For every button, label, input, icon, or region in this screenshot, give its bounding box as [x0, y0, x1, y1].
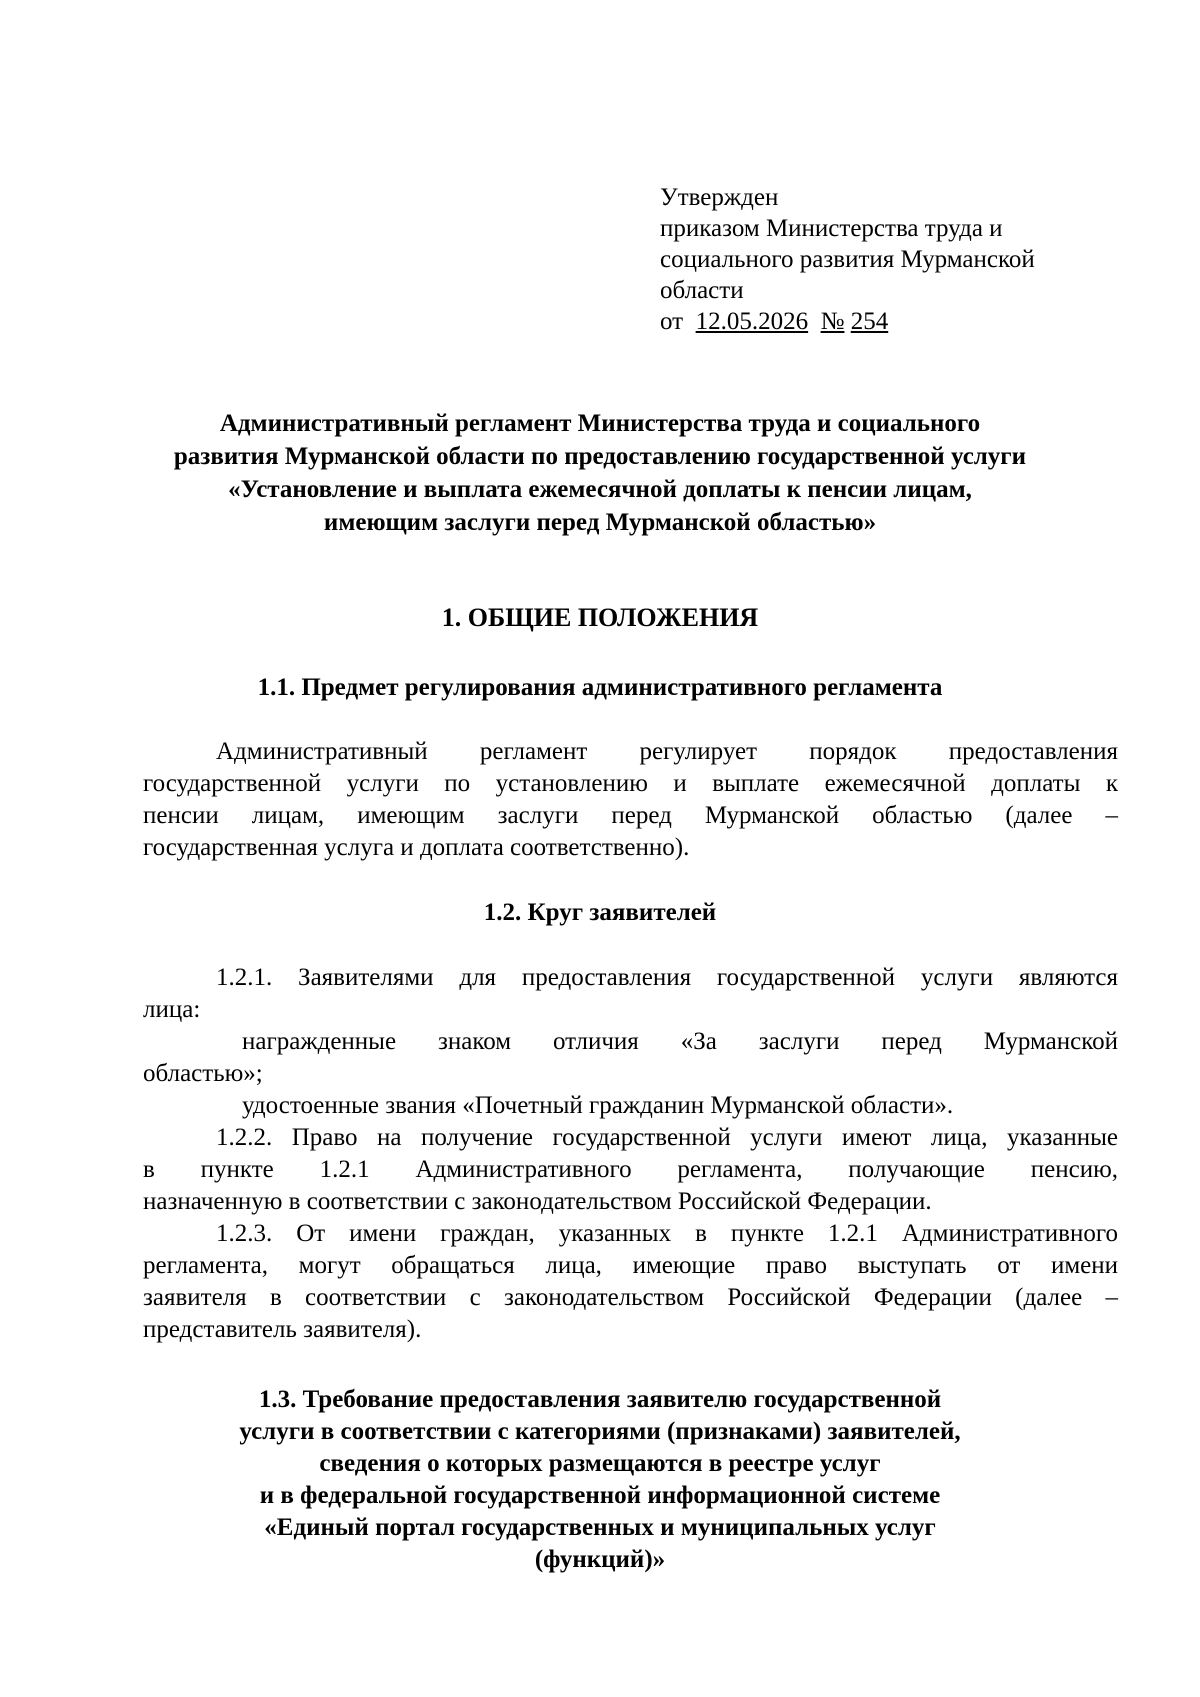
number-prefix: №	[820, 308, 845, 335]
approval-line: социального развития Мурманской	[660, 246, 1035, 273]
paragraph-line: государственной услуги по установлению и выплате ежемесячной доплаты к	[143, 770, 1118, 797]
heading-line: «Единый портал государственных и муниципальных услуг	[264, 1514, 936, 1541]
list-item-line: награжденные знаком отличия «За заслуги перед Мурманской	[242, 1028, 1118, 1055]
paragraph-line: в пункте 1.2.1 Административного регламента, получающие пенсию,	[143, 1156, 1118, 1183]
section-1-2-content	[143, 962, 1118, 1346]
paragraph-line: 1.2.1. Заявителями для предоставления государственной услуги являются	[216, 964, 1118, 991]
paragraph-line: Административный регламент регулирует порядок предоставления	[216, 738, 1118, 765]
section-1-1-paragraph	[143, 736, 1118, 864]
order-number: 254	[850, 308, 889, 335]
order-date: 12.05.2026	[695, 308, 809, 335]
paragraph-line: представитель заявителя).	[143, 1316, 422, 1343]
list-item-line: областью»;	[143, 1060, 263, 1087]
paragraph-line: пенсии лицам, имеющим заслуги перед Мурманской областью (далее –	[143, 802, 1118, 829]
heading-line: услуги в соответствии с категориями (признаками) заявителей,	[239, 1418, 961, 1445]
approval-block	[660, 182, 1130, 337]
heading-line: (функций)»	[534, 1546, 666, 1573]
paragraph-line: заявителя в соответствии с законодательством Российской Федерации (далее –	[143, 1284, 1118, 1311]
approval-line: Утвержден	[660, 184, 779, 211]
paragraph-line: лица:	[143, 996, 201, 1023]
approval-date-line	[660, 306, 1130, 337]
paragraph-line: 1.2.2. Право на получение государственной услуги имеют лица, указанные	[216, 1124, 1118, 1151]
title-line: имеющим заслуги перед Мурманской областью»	[323, 509, 877, 536]
section-1-heading: 1. ОБЩИЕ ПОЛОЖЕНИЯ	[441, 603, 759, 632]
heading-line: и в федеральной государственной информационной системе	[259, 1482, 941, 1509]
title-line: Административный регламент Министерства труда и социального	[219, 410, 981, 437]
section-1-1-heading: 1.1. Предмет регулирования административного регламента	[257, 674, 943, 701]
paragraph-line: 1.2.3. От имени граждан, указанных в пункте 1.2.1 Административного	[216, 1220, 1118, 1247]
paragraph-line: регламента, могут обращаться лица, имеющие право выступать от имени	[143, 1252, 1118, 1279]
paragraph-line: государственная услуга и доплата соответственно).	[143, 834, 690, 861]
title-line: развития Мурманской области по предоставлению государственной услуги	[173, 443, 1027, 470]
date-prefix: от	[660, 308, 684, 335]
heading-line: сведения о которых размещаются в реестре услуг	[319, 1450, 881, 1477]
heading-line: 1.3. Требование предоставления заявителю государственной	[258, 1386, 942, 1413]
paragraph-line: назначенную в соответствии с законодательством Российской Федерации.	[143, 1188, 932, 1215]
list-item-line: удостоенные звания «Почетный гражданин Мурманской области».	[242, 1092, 954, 1119]
document-title	[80, 407, 1120, 539]
title-line: «Установление и выплата ежемесячной доплаты к пенсии лицам,	[228, 476, 972, 503]
approval-line: области	[660, 277, 744, 304]
section-1-2-heading: 1.2. Круг заявителей	[483, 899, 717, 926]
approval-line: приказом Министерства труда и	[660, 215, 1003, 242]
section-1-3-heading	[80, 1384, 1120, 1576]
